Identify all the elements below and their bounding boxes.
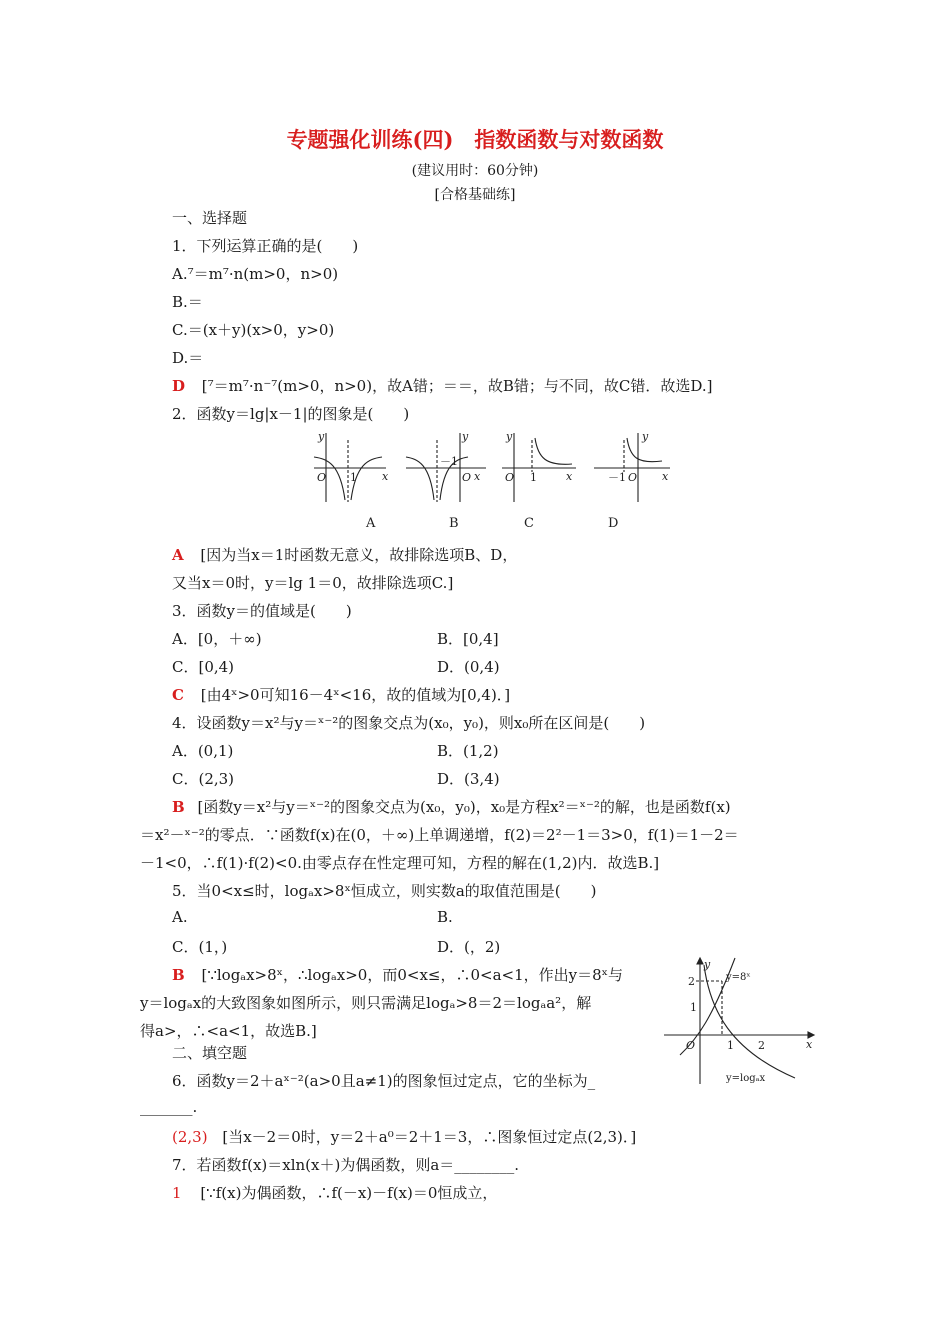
graph-c-tick: 1: [530, 471, 537, 484]
graph-b-label: B: [449, 516, 459, 531]
q5-fig-tick-1-x: 1: [727, 1039, 734, 1052]
q5-answer: B: [172, 966, 185, 984]
q1-answer: D: [172, 377, 186, 395]
graph-c-o: O: [505, 471, 515, 484]
graph-b-y: y: [462, 430, 469, 443]
q1-stem: 1．下列运算正确的是( ): [172, 237, 359, 255]
graph-a-tick: 1: [350, 471, 357, 484]
q7-explanation: [∵f(x)为偶函数，∴f(－x)－f(x)＝0恒成立，: [200, 1184, 498, 1202]
q4-explanation-2: ＝x²－ˣ⁻²的零点．∵函数f(x)在(0，＋∞)上单调递增，f(2)＝2²－1＝3>0，f(1)＝1－2＝: [140, 826, 739, 844]
graph-a: [314, 433, 386, 502]
q2-answer: A: [172, 546, 184, 564]
q3-option-b: B．[0,4]: [437, 630, 499, 648]
graph-c: [502, 433, 576, 502]
q4-stem: 4．设函数y＝x²与y＝ˣ⁻²的图象交点为(x₀，y₀)，则x₀所在区间是( ): [172, 714, 646, 732]
q4-answer: B: [172, 798, 185, 816]
q5-fig-tick-2-y: 2: [688, 975, 695, 988]
q5-option-c: C．(1，): [172, 938, 228, 956]
q5-fig-tick-2-x: 2: [758, 1039, 765, 1052]
graph-d-x: x: [662, 470, 669, 483]
time-suggestion: (建议用时：60分钟): [411, 163, 539, 179]
graph-a-label: A: [366, 516, 376, 531]
graph-d: [594, 433, 670, 502]
q5-fig-exp-label: y=8ˣ: [726, 972, 751, 983]
q6-explanation: [当x－2＝0时，y＝2＋a⁰＝2＋1＝3，∴图象恒过定点(2,3)．]: [222, 1128, 637, 1146]
q3-option-a: A．[0，＋∞): [172, 630, 262, 648]
q4-explanation-1: [函数y＝x²与y＝ˣ⁻²的图象交点为(x₀，y₀)，x₀是方程x²＝ˣ⁻²的解，也是函数f(x): [197, 798, 731, 816]
q4-option-c: C．(2,3): [172, 770, 235, 788]
page-title: 专题强化训练(四) 指数函数与对数函数: [286, 127, 664, 152]
q5-fig-x: x: [806, 1038, 813, 1051]
q5-stem: 5．当0<x≤时，logₐx>8ˣ恒成立，则实数a的取值范围是( ): [172, 882, 597, 900]
q5-fig-log-label: y=logₐx: [726, 1073, 766, 1084]
q3-option-d: D．(0,4): [437, 658, 500, 676]
q5-explanation-1: [∵logₐx>8ˣ，∴logₐx>0，而0<x≤，∴0<a<1，作出y＝8ˣ与: [201, 966, 624, 984]
q1-option-a: A.⁷＝m⁷·n(m>0，n>0): [172, 265, 339, 283]
q4-option-a: A．(0,1): [172, 742, 234, 760]
q4-explanation-3: －1<0，∴f(1)·f(2)<0.由零点存在性定理可知，方程的解在(1,2)内．故选B.]: [140, 854, 660, 872]
q3-answer: C: [172, 686, 184, 704]
q6-answer: (2,3): [172, 1128, 208, 1146]
q4-option-b: B．(1,2): [437, 742, 499, 760]
q3-explanation: [由4ˣ>0可知16－4ˣ<16，故的值域为[0,4)．]: [200, 686, 511, 704]
graph-d-tick: －1: [608, 471, 626, 484]
q5-fig-y: y: [704, 958, 711, 971]
q5-option-a: A.: [172, 908, 188, 926]
q6-stem-2: _______.: [140, 1098, 198, 1116]
q7-solution: [172, 1182, 497, 1203]
graph-a-x: x: [382, 470, 389, 483]
q1-option-c: C.＝(x＋y)(x>0，y>0): [172, 321, 335, 339]
q3-solution: [172, 684, 510, 705]
q1-explanation: [⁷＝m⁷·n⁻⁷(m>0，n>0)，故A错；＝＝，故B错；与不同，故C错．故选D.]: [201, 377, 713, 395]
q7-answer: 1: [172, 1184, 182, 1202]
q1-solution: [172, 375, 713, 396]
q5-fig-tick-1-y: 1: [690, 1001, 697, 1014]
graph-b-x: x: [474, 470, 481, 483]
q3-stem: 3．函数y＝的值域是( ): [172, 602, 352, 620]
q2-solution: [172, 544, 517, 565]
q1-option-d: D.＝: [172, 349, 204, 367]
graph-b-o: O: [462, 471, 472, 484]
graph-b-tick: －1: [440, 455, 458, 468]
q5-option-d: D．(，2): [437, 938, 501, 956]
q2-stem: 2．函数y＝lg|x－1|的图象是( ): [172, 405, 410, 423]
q2-explanation-2: 又当x＝0时，y＝lg 1＝0，故排除选项C.]: [172, 574, 454, 592]
q6-solution: [172, 1126, 636, 1147]
graph-d-label: D: [608, 516, 619, 531]
q2-graphs: [310, 428, 682, 533]
part-heading-fill: 二、填空题: [172, 1044, 248, 1062]
q5-fig-o: O: [686, 1039, 696, 1052]
part-heading-choice: 一、选择题: [172, 209, 248, 227]
graph-c-y: y: [506, 430, 513, 443]
q3-option-c: C．[0,4): [172, 658, 235, 676]
section-label: [合格基础练]: [434, 187, 516, 203]
q5-explanation-3: 得a>，∴<a<1，故选B.]: [140, 1022, 317, 1040]
q5-figure: [660, 950, 820, 1088]
q6-stem-1: 6．函数y＝2＋aˣ⁻²(a>0且a≠1)的图象恒过定点，它的坐标为_: [172, 1072, 596, 1090]
q5-solution: [172, 964, 623, 985]
q7-stem: 7．若函数f(x)＝xln(x＋)为偶函数，则a＝________.: [172, 1156, 520, 1174]
graph-c-x: x: [566, 470, 573, 483]
graph-a-y: y: [318, 430, 325, 443]
q2-explanation-1: [因为当x＝1时函数无意义，故排除选项B、D，: [200, 546, 518, 564]
q5-explanation-2: y＝logₐx的大致图象如图所示，则只需满足logₐ>8＝2＝logₐa²，解: [140, 994, 592, 1012]
graph-a-o: O: [317, 471, 327, 484]
q1-option-b: B.＝: [172, 293, 203, 311]
q4-solution: [172, 796, 731, 817]
graph-d-y: y: [642, 430, 649, 443]
q5-option-b: B.: [437, 908, 453, 926]
graph-c-label: C: [524, 516, 534, 531]
q4-option-d: D．(3,4): [437, 770, 500, 788]
graph-d-o: O: [628, 471, 638, 484]
